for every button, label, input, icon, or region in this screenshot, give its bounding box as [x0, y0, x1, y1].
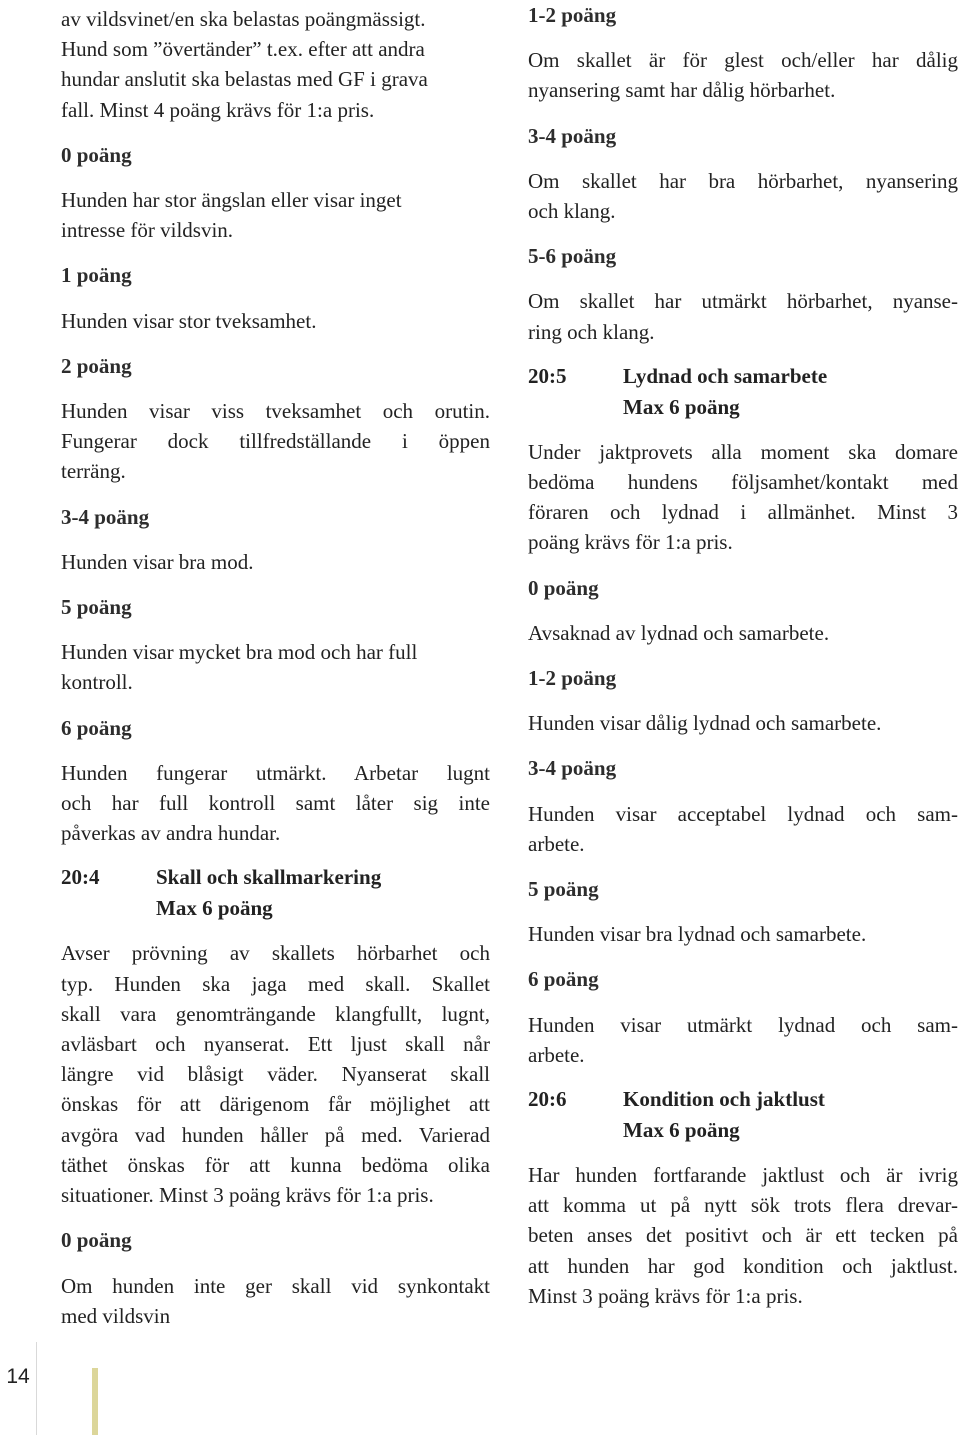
score-label: 3-4 poäng [61, 504, 150, 529]
text-line: Hund som ”övertänder” t.ex. efter att andra [61, 37, 425, 62]
text-line: Hunden har stor ängslan eller visar inget [61, 188, 402, 213]
section-number: 20:4 [61, 865, 100, 890]
text-line: Hunden visar bra mod. [61, 549, 254, 574]
section-heading-20-4 [61, 862, 490, 924]
text-line: ring och klang. [528, 319, 655, 344]
text-line: avläsbart och nyanserat. Ett ljust skall når [61, 1032, 490, 1057]
score-label: 5-6 poäng [528, 244, 617, 269]
text-line: typ. Hunden ska jaga med skall. Skallet [61, 971, 490, 996]
text-line: och klang. [528, 199, 616, 224]
text-line: Har hunden fortfarande jaktlust och är ivrig [528, 1163, 958, 1188]
text-line: av vildsvinet/en ska belastas poängmässigt. [61, 7, 426, 31]
score-label: 5 poäng [528, 877, 599, 902]
text-line: Hunden visar viss tveksamhet och orutin. [61, 399, 490, 424]
text-line: och har full kontroll samt låter sig inte [61, 791, 490, 816]
text-line: Hunden visar bra lydnad och samarbete. [528, 922, 867, 947]
text-line: Avser prövning av skallets hörbarhet och [61, 941, 490, 966]
score-label: 1-2 poäng [528, 666, 617, 691]
text-line: situationer. Minst 3 poäng krävs för 1:a pris. [61, 1183, 434, 1208]
intro-paragraph [61, 4, 490, 125]
text-line: Minst 3 poäng krävs för 1:a pris. [528, 1283, 803, 1308]
text-line: Hunden fungerar utmärkt. Arbetar lugnt [61, 760, 490, 785]
score-label: 3-4 poäng [528, 123, 617, 148]
footer-accent-bar [92, 1368, 98, 1435]
text-line: längre vid blåsigt väder. Nyanserat skall [61, 1062, 490, 1087]
section-title: Skall och skallmarkering [156, 865, 382, 890]
section-number: 20:5 [528, 363, 567, 388]
text-line: Hunden visar mycket bra mod och har full [61, 640, 418, 665]
text-line: att komma ut på nytt sök trots flera drevar- [528, 1193, 958, 1218]
section-title: Kondition och jaktlust [623, 1087, 825, 1112]
score-label: 0 poäng [61, 1228, 132, 1253]
text-line: täthet önskas för att kunna bedöma olika [61, 1152, 490, 1177]
text-line: bedöma hundens följsamhet/kontakt med [528, 470, 958, 495]
text-line: påverkas av andra hundar. [61, 821, 281, 846]
text-line: skall vara genomträngande klangfullt, lugnt, [61, 1001, 490, 1026]
text-line: nyansering samt har dålig hörbarhet. [528, 78, 836, 103]
text-line: Under jaktprovets alla moment ska domare [528, 439, 958, 464]
text-line: Om hunden inte ger skall vid synkontakt [61, 1273, 490, 1298]
section-body [528, 437, 958, 558]
score-label: 3-4 poäng [528, 756, 617, 781]
score-label: 2 poäng [61, 353, 132, 378]
text-line: Hunden visar stor tveksamhet. [61, 308, 317, 333]
score-label: 6 poäng [61, 715, 132, 740]
text-line: beten anses det positivt och är ett tecken på [528, 1223, 958, 1248]
text-line: Fungerar dock tillfredställande i öppen [61, 429, 490, 454]
text-line: terräng. [61, 459, 126, 484]
text-line: Hunden visar utmärkt lydnad och sam- [528, 1012, 958, 1037]
text-line: avgöra vad hunden håller på med. Varierad [61, 1122, 490, 1147]
text-line: fall. Minst 4 poäng krävs för 1:a pris. [61, 97, 375, 122]
score-label: 6 poäng [528, 967, 599, 992]
text-line: poäng krävs för 1:a pris. [528, 530, 733, 555]
left-column [61, 0, 490, 1331]
text-line: Hunden visar acceptabel lydnad och sam- [528, 801, 958, 826]
score-label: 5 poäng [61, 595, 132, 620]
section-number: 20:6 [528, 1087, 567, 1112]
text-line: Avsaknad av lydnad och samarbete. [528, 620, 830, 645]
section-max: Max 6 poäng [156, 896, 273, 921]
section-title: Lydnad och samarbete [623, 363, 828, 388]
section-heading-20-5 [528, 361, 958, 423]
section-body [528, 1160, 958, 1311]
text-line: Hunden visar dålig lydnad och samarbete. [528, 711, 882, 736]
text-line: föraren och lydnad i allmänhet. Minst 3 [528, 500, 958, 525]
score-label: 1-2 poäng [528, 3, 617, 27]
section-heading-20-6 [528, 1084, 958, 1146]
score-label: 0 poäng [528, 575, 599, 600]
text-line: intresse för vildsvin. [61, 218, 234, 243]
section-max: Max 6 poäng [623, 1118, 740, 1143]
right-column [528, 0, 958, 1311]
score-label: 1 poäng [61, 263, 132, 288]
text-line: med vildsvin [61, 1303, 171, 1328]
score-label: 0 poäng [61, 142, 132, 167]
text-line: arbete. [528, 1042, 585, 1067]
text-line: kontroll. [61, 670, 133, 695]
text-line: Om skallet är för glest och/eller har dålig [528, 48, 958, 73]
page-number: 14 [6, 1365, 30, 1388]
text-line: Om skallet har utmärkt hörbarhet, nyanse- [528, 289, 958, 314]
section-body [61, 938, 490, 1210]
text-line: att hunden har god kondition och jaktlust. [528, 1253, 958, 1278]
section-max: Max 6 poäng [623, 394, 740, 419]
text-line: Om skallet har bra hörbarhet, nyansering [528, 168, 958, 193]
footer-divider [36, 1342, 37, 1435]
text-line: hundar anslutit ska belastas med GF i grava [61, 67, 428, 92]
text-line: arbete. [528, 831, 585, 856]
text-line: önskas för att därigenom får möjlighet att [61, 1092, 490, 1117]
